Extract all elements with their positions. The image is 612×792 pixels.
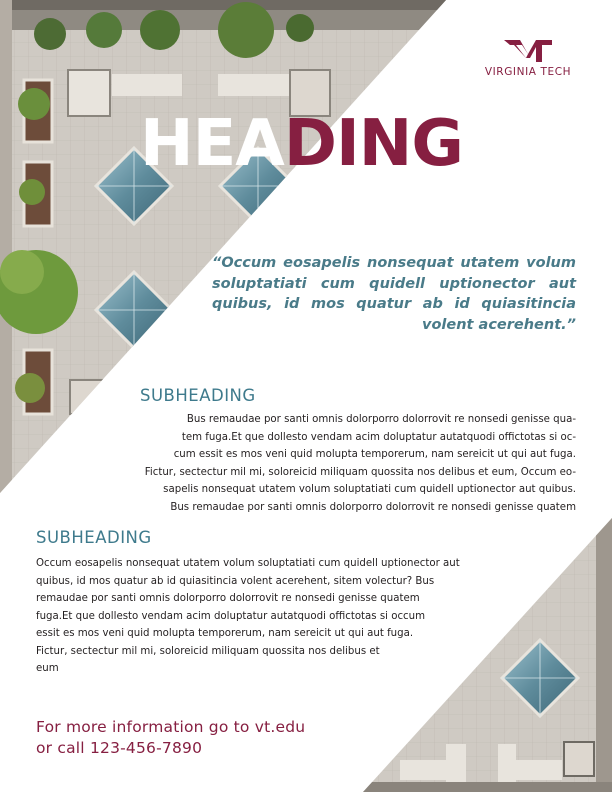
body-line: Bus remaudae por santi omnis dolorporro dolorrovit re nonsedi genisse quatem <box>170 501 576 513</box>
body-line: Bus remaudae por santi omnis dolorporro dolorrovit re nonsedi genisse qua- <box>186 414 576 425</box>
page-heading <box>140 107 463 181</box>
university-name: VIRGINIA TECH <box>484 66 572 78</box>
body-line: sapelis nonsequat utatem volum soluptatiati cum quidell uptionector aut quibus. <box>163 484 576 495</box>
body-line: eum <box>36 663 59 674</box>
body-line: essit es mos veni quid molupta temporerum, nam sereicit ut qui aut fuga. <box>36 628 414 639</box>
contact-info <box>36 717 305 759</box>
body-line: tem fuga.Et que dollesto vendam acim doluptatur autatquodi offictotas si oc- <box>181 431 576 443</box>
phone-line: or call 123-456-7890 <box>36 739 203 757</box>
body-line: quibus, id mos quatur ab id quiasitincia volent acerehent, sitem volectur? Bus <box>36 575 435 587</box>
heading-part-white: HEA <box>140 107 284 181</box>
body-line: Fictur, sectectur mil mi, soloreicid miliquam quossita nos delibus et <box>36 645 380 657</box>
body-line: Fictur, sectectur mil mi, soloreicid miliquam quossita nos delibus et eum, Occum eo- <box>144 466 576 478</box>
subheading-2: SUBHEADING <box>36 528 152 547</box>
subheading-1: SUBHEADING <box>140 386 256 405</box>
body-text-2 <box>36 555 532 678</box>
body-line: Occum eosapelis nonsequat utatem volum soluptatiati cum quidell uptionector aut <box>36 558 460 569</box>
heading-part-maroon: DING <box>283 107 463 181</box>
body-line: cum essit es mos veni quid molupta temporerum, nam sereicit ut qui aut fuga. <box>173 449 576 460</box>
body-line: fuga.Et que dollesto vendam acim doluptatur autatquodi offictotas si occum <box>36 610 426 622</box>
body-line: remaudae por santi omnis dolorporro dolorrovit re nonsedi genisse quatem <box>36 593 420 604</box>
vt-logo-mark <box>502 38 554 64</box>
body-text-1 <box>78 411 576 516</box>
virginia-tech-logo <box>478 38 578 78</box>
website-line: For more information go to vt.edu <box>36 718 306 736</box>
pull-quote: “Occum eosapelis nonsequat utatem volum soluptatiati cum quidell uptionector aut quibus, id mos quatur ab id quiasitincia volent acerehent.” <box>212 255 576 333</box>
